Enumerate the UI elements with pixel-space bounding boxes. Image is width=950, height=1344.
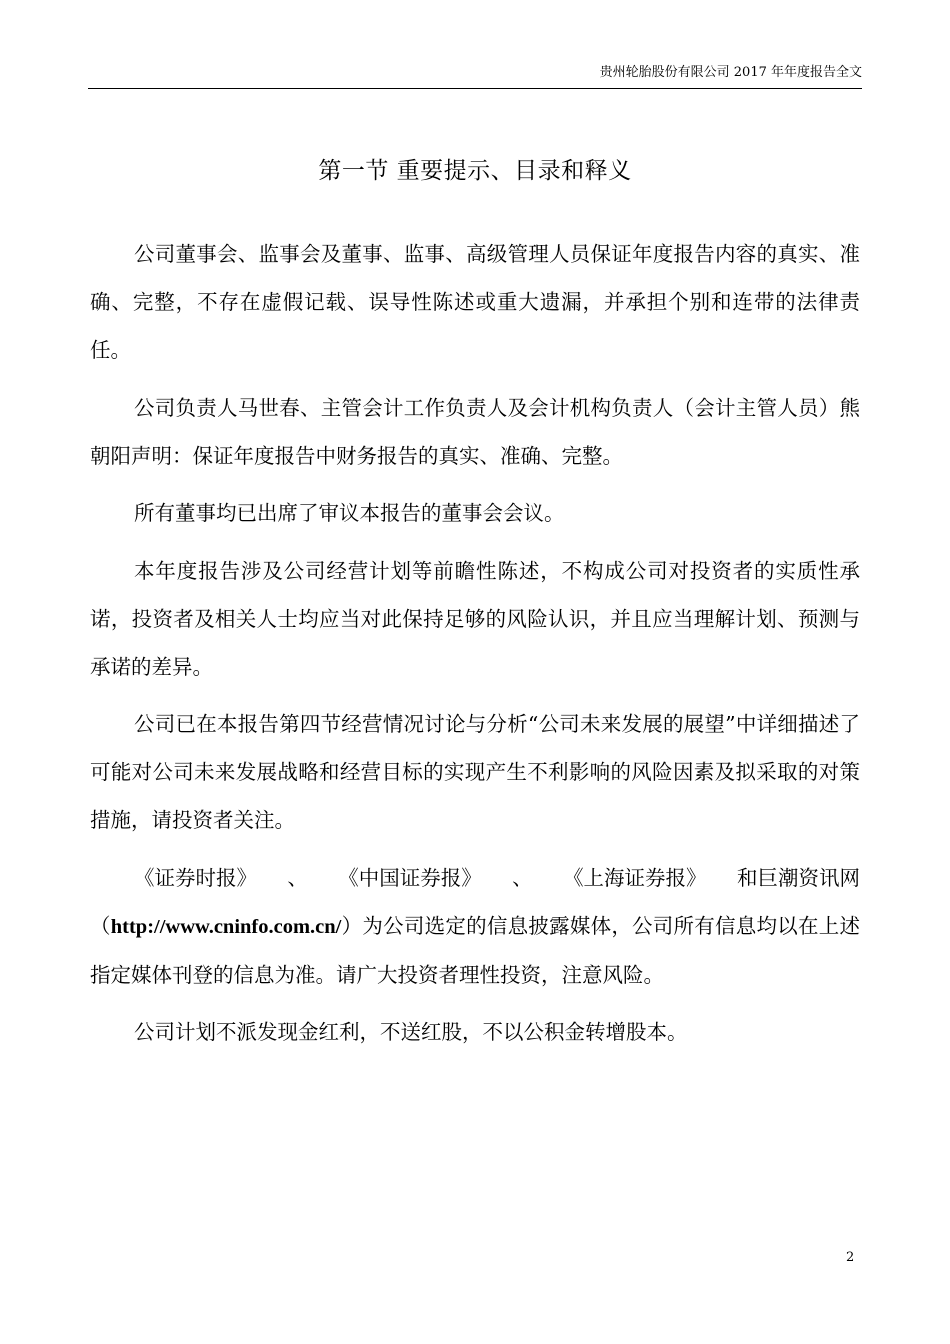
page-header	[88, 62, 862, 89]
media-separator: 、	[512, 865, 533, 890]
media-list-line	[90, 854, 860, 902]
paragraph-dividend-plan: 公司计划不派发现金红利，不送红股，不以公积金转增股本。	[134, 1020, 688, 1044]
media-url-line	[90, 902, 860, 999]
paragraph-responsible-persons: 公司负责人马世春、主管会计工作负责人及会计机构负责人（会计主管人员）熊朝阳声明：保证年度报告中财务报告的真实、准确、完整。	[90, 395, 860, 468]
page-number: 2	[846, 1250, 855, 1265]
section-title: 第一节 重要提示、目录和释义	[318, 158, 632, 184]
media-cninfo: 和巨潮资讯网	[736, 865, 860, 890]
header-title: 贵州轮胎股份有限公司 2017 年年度报告全文	[599, 65, 862, 80]
media-shanghai-securities-news: 《上海证券报》	[563, 865, 707, 890]
paragraph-board-guarantee: 公司董事会、监事会及董事、监事、高级管理人员保证年度报告内容的真实、准确、完整，不存在虚假记载、误导性陈述或重大遗漏，并承担个别和连带的法律责任。	[90, 242, 860, 362]
media-separator: 、	[287, 865, 308, 890]
paragraph-risk-factors: 公司已在本报告第四节经营情况讨论与分析“公司未来发展的展望”中详细描述了可能对公司未来发展战略和经营目标的实现产生不利影响的风险因素及拟采取的对策措施，请投资者关注。	[90, 712, 860, 832]
document-body	[90, 230, 860, 1066]
disclosure-statement: 为公司选定的信息披露媒体，公司所有信息均以在上述指定媒体刊登的信息为准。请广大投资者理性投资，注意风险。	[90, 913, 861, 987]
paragraph-directors-attendance: 所有董事均已出席了审议本报告的董事会会议。	[134, 501, 565, 525]
paragraph-disclosure-media	[90, 854, 860, 999]
cninfo-url: http://www.cninfo.com.cn/	[110, 915, 342, 938]
url-close-bracket: ）	[341, 913, 363, 938]
url-open-bracket: （	[90, 913, 111, 938]
media-china-securities-journal: 《中国证券报》	[338, 865, 482, 890]
paragraph-forward-looking: 本年度报告涉及公司经营计划等前瞻性陈述，不构成公司对投资者的实质性承诺，投资者及相关人士均应当对此保持足够的风险认识，并且应当理解计划、预测与承诺的差异。	[90, 558, 860, 679]
media-securities-times: 《证券时报》	[134, 865, 257, 890]
